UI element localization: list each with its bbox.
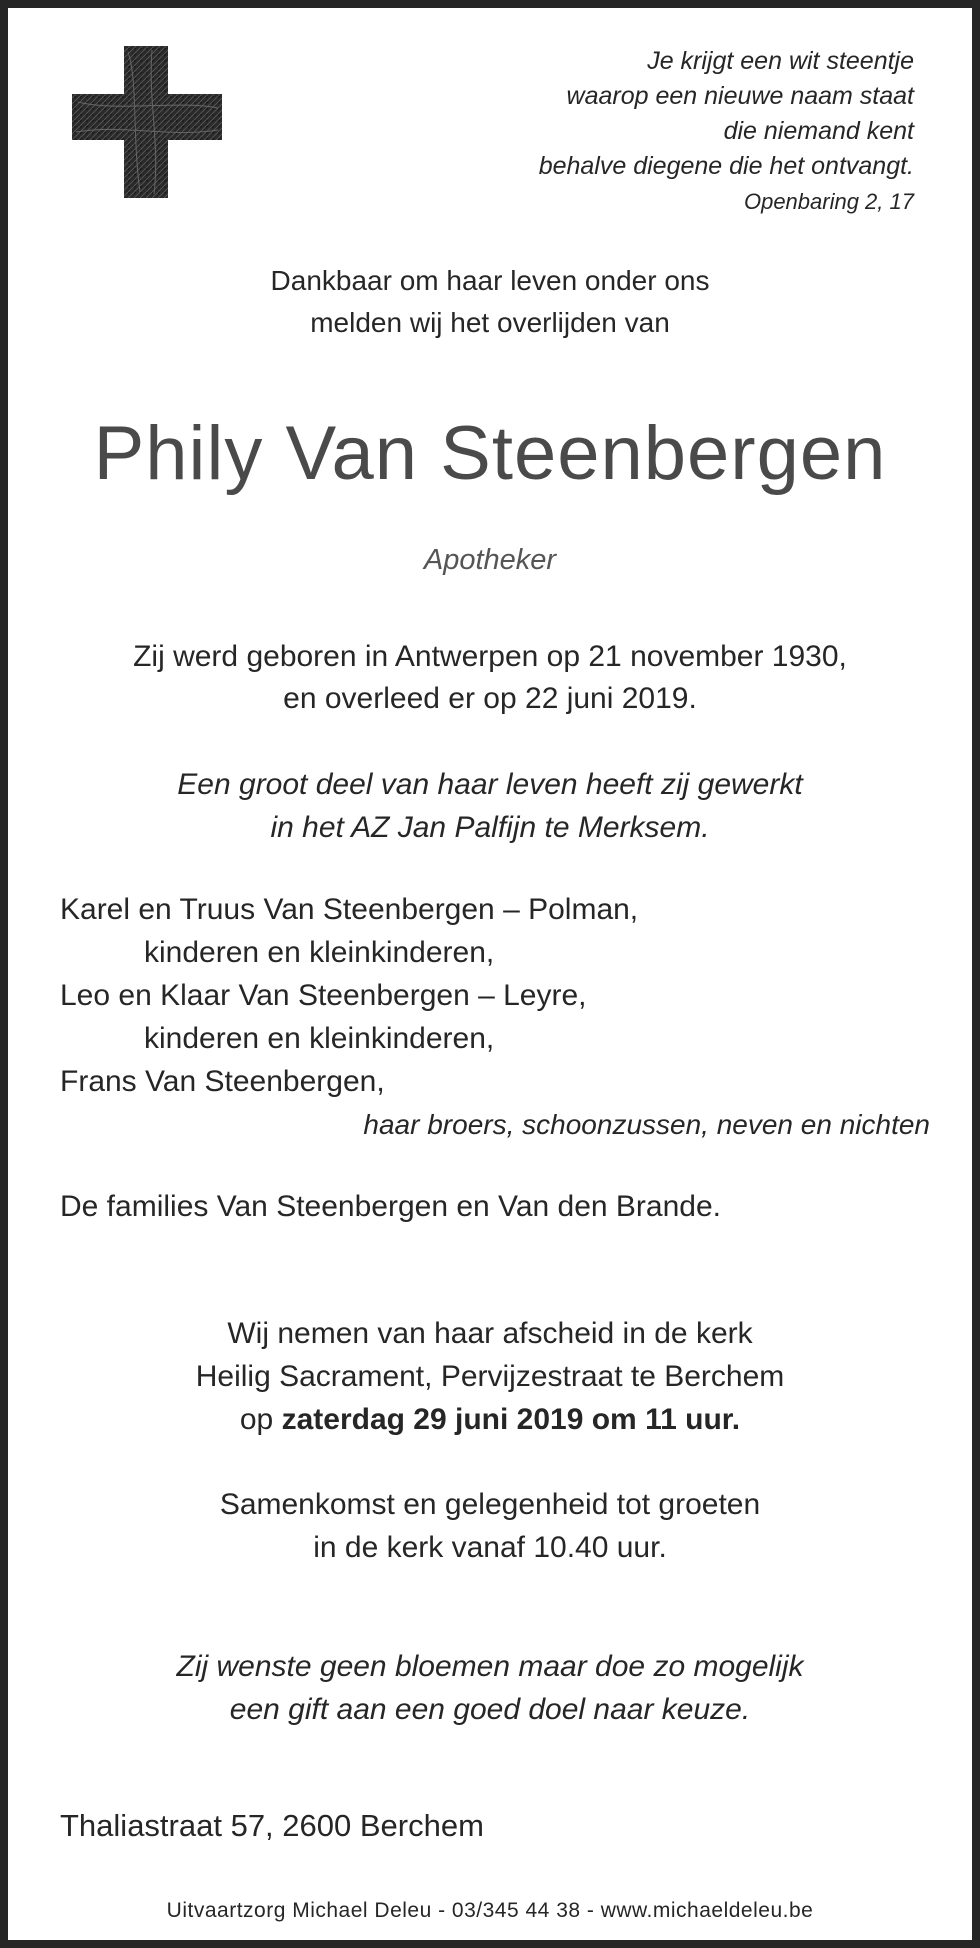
cross-icon [68,42,226,202]
family-list [60,888,930,1146]
family-line: kinderen en kleinkinderen, [144,1022,495,1055]
family-line: Leo en Klaar Van Steenbergen – Leyre, [60,979,587,1012]
ceremony-line: Wij nemen van haar afscheid in de kerk [227,1317,753,1350]
died-line: en overleed er op 22 juni 2019. [283,682,697,715]
quote-line: Je krijgt een wit steentje [647,47,914,75]
career-line: in het AZ Jan Palfijn te Merksem. [270,811,710,844]
gathering-line: in de kerk vanaf 10.40 uur. [313,1531,667,1564]
family-line: haar broers, schoonzussen, neven en nichten [363,1109,930,1140]
quote-line: waarop een nieuwe naam staat [566,82,914,110]
address: Thaliastraat 57, 2600 Berchem [60,1808,484,1843]
ceremony-date-line [8,1398,972,1441]
quote-reference: Openbaring 2, 17 [743,189,914,214]
career-text [8,763,972,849]
flowers-line: Zij wenste geen bloemen maar doe zo mogelijk [176,1650,804,1683]
ceremony-line: Heilig Sacrament, Pervijzestraat te Berchem [195,1360,785,1393]
quote-line: behalve diegene die het ontvangt. [538,152,914,180]
ceremony-date: zaterdag 29 juni 2019 om 11 uur. [281,1403,741,1436]
families-line: De families Van Steenbergen en Van den Brande. [60,1190,721,1223]
gathering-text [8,1483,972,1569]
family-line: kinderen en kleinkinderen, [144,936,495,969]
bible-quote [394,44,914,219]
intro-line: melden wij het overlijden van [310,307,670,338]
funeral-home-footer: Uitvaartzorg Michael Deleu - 03/345 44 38 - www.michaeldeleu.be [166,1899,814,1922]
family-line: Frans Van Steenbergen, [60,1065,385,1098]
family-line: Karel en Truus Van Steenbergen – Polman, [60,893,639,926]
quote-line: die niemand kent [723,117,914,145]
ceremony-date-prefix: op [239,1403,282,1436]
born-line: Zij werd geboren in Antwerpen op 21 november 1930, [133,640,847,673]
flowers-text [8,1645,972,1731]
career-line: Een groot deel van haar leven heeft zij gewerkt [177,768,803,801]
flowers-line: een gift aan een goed doel naar keuze. [229,1693,751,1726]
profession: Apotheker [423,544,557,576]
ceremony-text [8,1312,972,1441]
gathering-line: Samenkomst en gelegenheid tot groeten [219,1488,761,1521]
birth-death-text [8,636,972,720]
intro-text [8,260,972,344]
deceased-name: Phily Van Steenbergen [93,411,887,496]
intro-line: Dankbaar om haar leven onder ons [270,265,710,296]
